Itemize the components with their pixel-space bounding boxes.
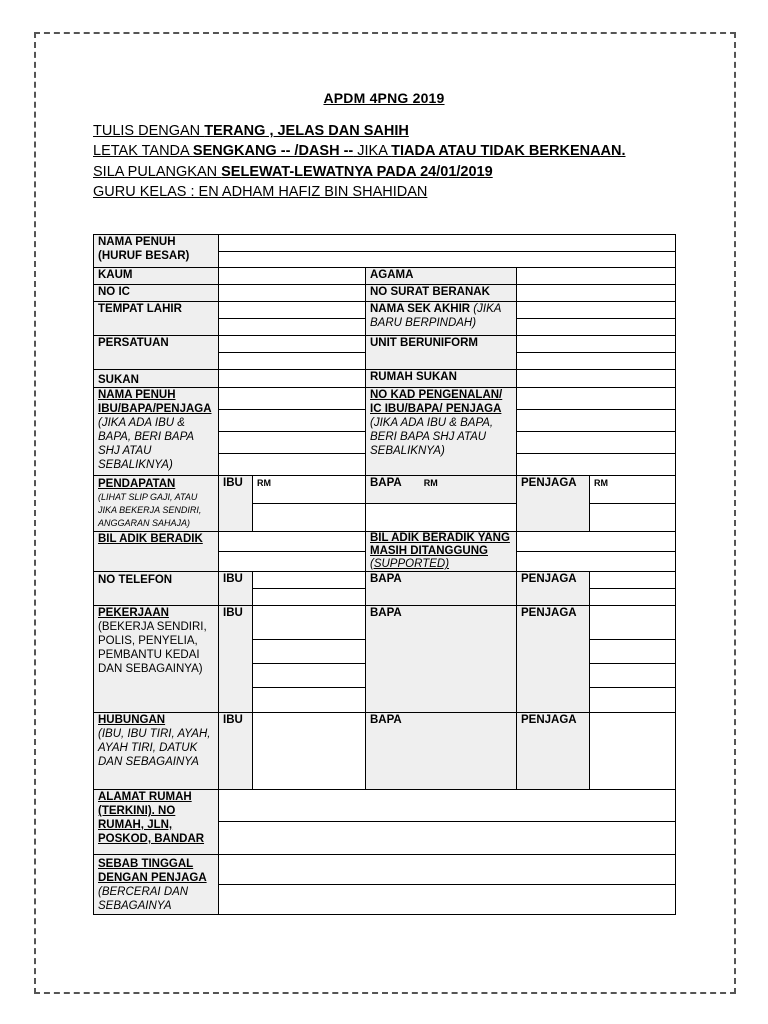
label-phone-father: BAPA: [366, 572, 517, 606]
field-reason-guardian-2[interactable]: [219, 885, 676, 915]
label-parent-ic: NO KAD PENGENALAN/ IC IBU/BAPA/ PENJAGA (JIKA ADA IBU & BAPA, BERI BAPA SHJ ATAU SEBALIKNYA): [366, 388, 517, 476]
field-relationship-guardian[interactable]: [590, 713, 676, 790]
field-address-2[interactable]: [219, 822, 676, 855]
label-full-name: NAMA PENUH (HURUF BESAR): [94, 235, 219, 268]
instruction-line-3: SILA PULANGKAN SELEWAT-LEWATNYA PADA 24/01/2019: [93, 164, 493, 180]
label-relationship-guardian: PENJAGA: [517, 713, 590, 790]
teacher-line: GURU KELAS : EN ADHAM HAFIZ BIN SHAHIDAN: [93, 184, 428, 200]
field-parent-name-3[interactable]: [219, 432, 366, 454]
field-ic[interactable]: [219, 285, 366, 302]
field-address-1[interactable]: [219, 790, 676, 822]
field-last-school-1[interactable]: [517, 302, 676, 319]
label-income-guardian: PENJAGA: [517, 476, 590, 532]
field-reason-guardian-1[interactable]: [219, 855, 676, 885]
label-siblings-supported: BIL ADIK BERADIK YANG MASIH DITANGGUNG (SUPPORTED): [366, 532, 517, 572]
label-sport-house: RUMAH SUKAN: [366, 370, 517, 388]
label-address: ALAMAT RUMAH (TERKINI). NO RUMAH, JLN, POSKOD, BANDAR: [94, 790, 219, 855]
label-income-father: BAPA RM: [366, 476, 517, 504]
field-income-guardian-2[interactable]: [590, 504, 676, 532]
field-parent-name-1[interactable]: [219, 388, 366, 410]
field-occupation-guardian-1[interactable]: [590, 606, 676, 640]
field-birth-cert[interactable]: [517, 285, 676, 302]
field-phone-guardian-2[interactable]: [590, 589, 676, 606]
field-income-mother-2[interactable]: [253, 504, 366, 532]
field-uniform-unit-1[interactable]: [517, 336, 676, 353]
field-phone-mother-1[interactable]: [253, 572, 366, 589]
label-ic: NO IC: [94, 285, 219, 302]
field-occupation-guardian-2[interactable]: [590, 640, 676, 664]
label-phone-mother: IBU: [219, 572, 253, 606]
field-last-school-2[interactable]: [517, 319, 676, 336]
instruction-line-1: TULIS DENGAN TERANG , JELAS DAN SAHIH: [93, 123, 409, 139]
field-full-name-1[interactable]: [219, 235, 676, 252]
field-income-mother-1[interactable]: RM: [253, 476, 366, 504]
instruction-line-2: LETAK TANDA SENGKANG -- /DASH -- JIKA TIADA ATAU TIDAK BERKENAAN.: [93, 143, 626, 159]
field-society-1[interactable]: [219, 336, 366, 353]
label-siblings: BIL ADIK BERADIK: [94, 532, 219, 572]
label-relationship-mother: IBU: [219, 713, 253, 790]
student-info-form: [93, 234, 676, 915]
field-sport-house[interactable]: [517, 370, 676, 388]
label-phone: NO TELEFON: [94, 572, 219, 606]
field-parent-name-4[interactable]: [219, 454, 366, 476]
field-occupation-guardian-4[interactable]: [590, 688, 676, 713]
form-title: APDM 4PNG 2019: [323, 90, 445, 106]
field-birthplace-2[interactable]: [219, 319, 366, 336]
field-phone-mother-2[interactable]: [253, 589, 366, 606]
label-religion: AGAMA: [366, 268, 517, 285]
field-race[interactable]: [219, 268, 366, 285]
field-parent-ic-1[interactable]: [517, 388, 676, 410]
label-reason-guardian: SEBAB TINGGAL DENGAN PENJAGA (BERCERAI DAN SEBAGAINYA: [94, 855, 219, 915]
field-parent-ic-2[interactable]: [517, 410, 676, 432]
field-occupation-mother-1[interactable]: [253, 606, 366, 640]
label-last-school: NAMA SEK AKHIR (JIKA BARU BERPINDAH): [366, 302, 517, 336]
field-religion[interactable]: [517, 268, 676, 285]
label-income: PENDAPATAN (LIHAT SLIP GAJI, ATAU JIKA BEKERJA SENDIRI, ANGGARAN SAHAJA): [94, 476, 219, 532]
label-relationship: HUBUNGAN (IBU, IBU TIRI, AYAH, AYAH TIRI, DATUK DAN SEBAGAINYA: [94, 713, 219, 790]
field-parent-ic-4[interactable]: [517, 454, 676, 476]
label-relationship-father: BAPA: [366, 713, 517, 790]
field-occupation-guardian-3[interactable]: [590, 664, 676, 688]
label-occupation: PEKERJAAN (BEKERJA SENDIRI, POLIS, PENYELIA, PEMBANTU KEDAI DAN SEBAGAINYA): [94, 606, 219, 713]
label-birthplace: TEMPAT LAHIR: [94, 302, 219, 336]
field-occupation-mother-2[interactable]: [253, 640, 366, 664]
field-occupation-mother-3[interactable]: [253, 664, 366, 688]
field-income-guardian-1[interactable]: RM: [590, 476, 676, 504]
label-uniform-unit: UNIT BERUNIFORM: [366, 336, 517, 370]
field-siblings-2[interactable]: [219, 552, 366, 572]
label-occupation-mother: IBU: [219, 606, 253, 713]
field-parent-name-2[interactable]: [219, 410, 366, 432]
label-occupation-father: BAPA: [366, 606, 517, 713]
field-income-father-2[interactable]: [366, 504, 517, 532]
field-siblings-1[interactable]: [219, 532, 366, 552]
field-parent-ic-3[interactable]: [517, 432, 676, 454]
label-birth-cert: NO SURAT BERANAK: [366, 285, 517, 302]
field-phone-guardian-1[interactable]: [590, 572, 676, 589]
label-race: KAUM: [94, 268, 219, 285]
field-siblings-supported-1[interactable]: [517, 532, 676, 552]
field-uniform-unit-2[interactable]: [517, 353, 676, 370]
label-parent-name: NAMA PENUH IBU/BAPA/PENJAGA (JIKA ADA IBU & BAPA, BERI BAPA SHJ ATAU SEBALIKNYA): [94, 388, 219, 476]
label-income-mother: IBU: [219, 476, 253, 532]
label-phone-guardian: PENJAGA: [517, 572, 590, 606]
label-occupation-guardian: PENJAGA: [517, 606, 590, 713]
field-birthplace-1[interactable]: [219, 302, 366, 319]
field-sport[interactable]: [219, 370, 366, 388]
field-society-2[interactable]: [219, 353, 366, 370]
field-siblings-supported-2[interactable]: [517, 552, 676, 572]
field-occupation-mother-4[interactable]: [253, 688, 366, 713]
label-society: PERSATUAN: [94, 336, 219, 370]
label-sport: SUKAN: [94, 370, 219, 388]
field-full-name-2[interactable]: [219, 252, 676, 268]
field-relationship-mother[interactable]: [253, 713, 366, 790]
